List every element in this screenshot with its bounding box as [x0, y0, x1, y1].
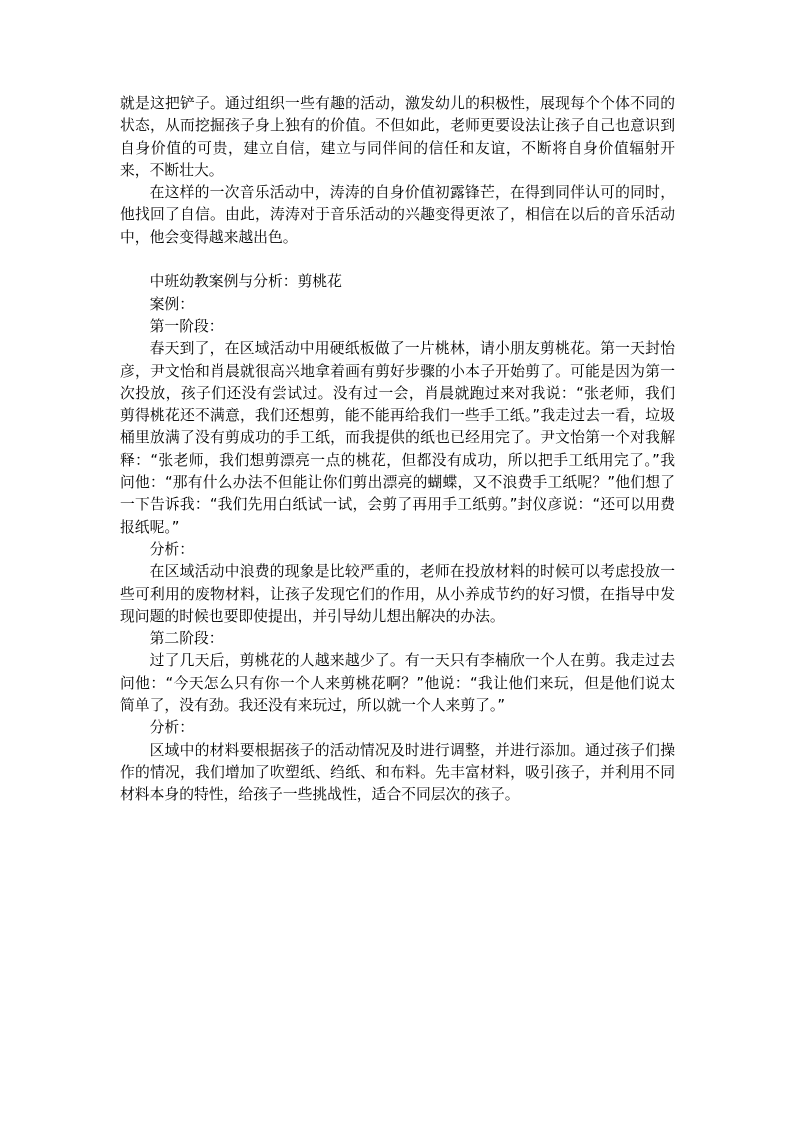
- case-label: 案例：: [149, 295, 194, 313]
- analysis-label: 分析：: [149, 540, 194, 558]
- analysis-label: 分析：: [149, 719, 194, 737]
- stage-two-analysis-text: 区域中的材料要根据孩子的活动情况及时进行调整，并进行添加。通过孩子们操作的情况，我们增加了吹塑纸、绉纸、和布料。先丰富材料，吸引孩子，并利用不同材料本身的特性，给孩子一些挑战性，适合不同层次的孩子。: [120, 741, 675, 804]
- paragraph-music-activity: 在这样的一次音乐活动中，涛涛的自身价值初露锋芒，在得到同伴认可的同时，他找回了自信。由此，涛涛对于音乐活动的兴趣变得更浓了，相信在以后的音乐活动中，他会变得越来越出色。: [120, 184, 675, 246]
- stage-two-heading: 第二阶段：: [149, 630, 224, 648]
- stage-one-analysis-text: 在区域活动中浪费的现象是比较严重的，老师在投放材料的时候可以考虑投放一些可利用的废物材料，让孩子发现它们的作用，从小养成节约的好习惯，在指导中发现问题的时候也要即使提出，并引导幼儿想出解决的办法。: [120, 563, 675, 625]
- stage-one-heading: 第一阶段：: [149, 317, 224, 335]
- document-body: [120, 93, 675, 807]
- paragraph-intro-continuation: 就是这把铲子。通过组织一些有趣的活动，激发幼儿的积极性，展现每个个体不同的状态，从而挖掘孩子身上独有的价值。不但如此，老师更要设法让孩子自己也意识到自身价值的可贵，建立自信，建立与同伴间的信任和友谊，不断将自身价值辐射开来，不断壮大。: [120, 95, 675, 179]
- stage-one-case-text: 春天到了，在区域活动中用硬纸板做了一片桃林，请小朋友剪桃花。第一天封怡彦，尹文怡和肖晨就很高兴地拿着画有剪好步骤的小本子开始剪了。可能是因为第一次投放，孩子们还没有尝试过。没有过一会，肖晨就跑过来对我说：“张老师，我们剪得桃花还不满意，我们还想剪，能不能再给我们一些手工纸。”我走过去一看，垃圾桶里放满了没有剪成功的手工纸，而我提供的纸也已经用完了。尹文怡第一个对我解释：“张老师，我们想剪漂亮一点的桃花，但都没有成功，所以把手工纸用完了。”我问他：“那有什么办法不但能让你们剪出漂亮的蝴蝶，又不浪费手工纸呢？”他们想了一下告诉我：“我们先用白纸试一试，会剪了再用手工纸剪。”封仪彦说：“还可以用费报纸呢。”: [120, 340, 675, 536]
- section-title: 中班幼教案例与分析：剪桃花: [149, 273, 342, 291]
- stage-two-case-text: 过了几天后，剪桃花的人越来越少了。有一天只有李楠欣一个人在剪。我走过去问他：“今天怎么只有你一个人来剪桃花啊？”他说：“我让他们来玩，但是他们说太简单了，没有劲。我还没有来玩过，所以就一个人来剪了。”: [120, 652, 675, 715]
